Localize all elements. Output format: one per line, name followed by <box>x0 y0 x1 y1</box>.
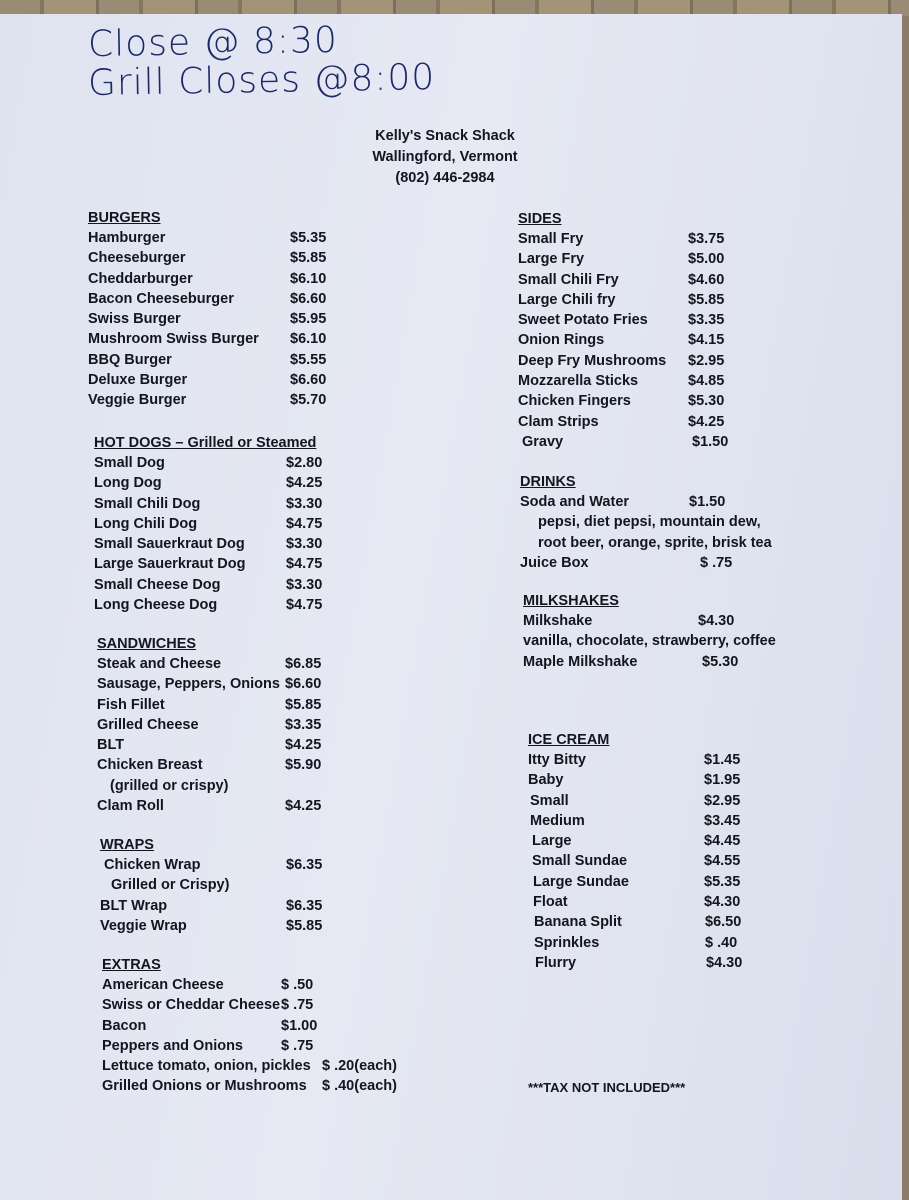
item-price: $5.90 <box>285 757 322 774</box>
drinks-section <box>520 472 790 573</box>
item-name: Grilled Cheese <box>97 716 199 733</box>
menu-item <box>518 229 758 249</box>
item-name: Small Chili Fry <box>518 271 619 288</box>
item-price: $6.60 <box>285 676 322 693</box>
item-price: $ .75 <box>281 1037 314 1054</box>
item-price: $1.00 <box>281 1017 318 1034</box>
item-price: $4.55 <box>704 853 741 870</box>
menu-item <box>88 329 348 349</box>
item-price: $5.95 <box>290 311 327 328</box>
item-name: Long Dog <box>94 475 162 492</box>
menu-item <box>102 995 412 1015</box>
item-price: $4.15 <box>688 332 725 349</box>
menu-item <box>102 1076 412 1096</box>
menu-item <box>528 933 768 953</box>
item-price: $4.60 <box>688 271 725 288</box>
item-price: $3.45 <box>704 812 741 829</box>
item-price: $5.55 <box>290 351 327 368</box>
item-price: $1.50 <box>689 494 726 510</box>
item-price: $3.30 <box>286 495 323 512</box>
item-price: $4.25 <box>286 475 323 492</box>
item-name: Small <box>530 792 569 809</box>
item-price: $3.35 <box>285 716 322 733</box>
menu-item <box>528 770 768 790</box>
item-price: $5.85 <box>286 917 323 934</box>
item-name: Small Cheese Dog <box>94 576 221 593</box>
menu-item <box>94 473 354 493</box>
menu-item <box>97 735 357 755</box>
item-name: Long Cheese Dog <box>94 597 218 614</box>
sides-section <box>518 209 758 452</box>
item-price: $2.80 <box>286 455 323 471</box>
burgers-section <box>88 208 348 411</box>
item-name: Mozzarella Sticks <box>518 373 639 390</box>
item-name: Veggie Wrap <box>100 917 187 934</box>
item-name: Sweet Potato Fries <box>518 312 648 329</box>
item-name: Chicken Fingers <box>518 393 631 410</box>
menu-item <box>97 674 357 694</box>
menu-item <box>97 755 357 775</box>
item-price: $ .40(each) <box>322 1078 397 1095</box>
item-name: Deep Fry Mushrooms <box>518 352 667 369</box>
tax-note: ***TAX NOT INCLUDED*** <box>528 1080 686 1095</box>
menu-item <box>97 654 357 674</box>
menu-item <box>518 270 758 290</box>
menu-item <box>528 953 768 973</box>
item-name: BLT <box>97 737 125 754</box>
item-name: Juice Box <box>520 554 589 571</box>
item-price: $6.60 <box>290 372 327 389</box>
menu-item <box>528 872 768 892</box>
item-name: BLT Wrap <box>100 897 168 914</box>
item-price: $5.30 <box>702 653 739 670</box>
menu-item <box>94 534 354 554</box>
item-price: $6.85 <box>285 656 322 672</box>
item-name: BBQ Burger <box>88 351 172 368</box>
item-price: $ .50 <box>281 977 314 993</box>
item-name: Small Fry <box>518 231 584 247</box>
menu-item <box>88 309 348 329</box>
item-name: Veggie Burger <box>88 392 187 409</box>
item-name: American Cheese <box>102 977 224 993</box>
item-price: $ .40 <box>705 934 738 951</box>
menu-item <box>520 492 790 512</box>
menu-item <box>94 514 354 534</box>
item-name: Milkshake <box>523 613 593 629</box>
item-price: $2.95 <box>688 352 725 369</box>
milkshakes-section <box>523 591 793 672</box>
item-name: Small Sundae <box>532 853 628 870</box>
menu-item <box>528 791 768 811</box>
item-price: $4.85 <box>688 373 725 390</box>
item-price: $3.30 <box>286 576 323 593</box>
item-price: $ .20(each) <box>322 1058 397 1075</box>
item-price: $4.25 <box>285 737 322 754</box>
menu-item <box>528 851 768 871</box>
item-name: Large Sundae <box>533 873 629 890</box>
menu-item <box>88 269 348 289</box>
item-name: Onion Rings <box>518 332 605 349</box>
menu-item <box>528 811 768 831</box>
burgers-title: BURGERS <box>88 210 161 226</box>
item-price: $ .75 <box>700 554 733 571</box>
menu-item <box>102 975 412 995</box>
item-price: $1.95 <box>704 772 741 789</box>
item-name: Swiss or Cheddar Cheese <box>102 997 281 1014</box>
menu-header <box>340 126 550 189</box>
menu-item <box>528 750 768 770</box>
item-name: Grilled or Crispy) <box>111 877 230 894</box>
item-price: $4.45 <box>704 833 741 850</box>
hotdogs-title: HOT DOGS <box>94 435 172 451</box>
menu-item <box>518 432 758 452</box>
menu-item <box>518 371 758 391</box>
item-price: $4.25 <box>285 798 322 815</box>
menu-item <box>100 916 360 936</box>
item-price: $5.85 <box>290 250 327 267</box>
item-price: $4.25 <box>688 413 725 430</box>
menu-item <box>102 1056 412 1076</box>
menu-item-note <box>97 776 357 796</box>
sides-title: SIDES <box>518 211 562 227</box>
extras-title: EXTRAS <box>102 957 161 973</box>
menu-item <box>100 855 360 875</box>
item-price: $6.50 <box>705 914 742 931</box>
item-name: Cheddarburger <box>88 270 193 287</box>
menu-item <box>518 351 758 371</box>
item-name: Clam Roll <box>97 798 164 815</box>
handwritten-close-time: Close @ 8:30 <box>87 19 339 66</box>
item-name: Bacon <box>102 1017 147 1034</box>
item-price: $ .75 <box>281 997 314 1014</box>
item-name: Baby <box>528 772 564 789</box>
item-name: Deluxe Burger <box>88 372 188 389</box>
item-name: Small Dog <box>94 455 165 471</box>
menu-item <box>100 896 360 916</box>
menu-item <box>97 715 357 735</box>
item-price: $4.30 <box>704 894 741 911</box>
item-name: Chicken Breast <box>97 757 203 774</box>
item-name: Sausage, Peppers, Onions <box>97 676 280 693</box>
menu-item <box>518 412 758 432</box>
item-price: $5.35 <box>704 873 741 890</box>
item-price: $6.35 <box>286 857 323 873</box>
item-price: $4.75 <box>286 515 323 532</box>
item-name: Swiss Burger <box>88 311 181 328</box>
menu-item <box>528 892 768 912</box>
wraps-section <box>100 835 360 936</box>
item-price: $6.35 <box>286 897 323 914</box>
handwritten-grill-close-time: Grill Closes @8:00 <box>87 56 436 105</box>
menu-item <box>94 494 354 514</box>
item-name: Large <box>532 833 572 850</box>
menu-item <box>523 611 793 631</box>
menu-item <box>88 248 348 268</box>
item-name: Chicken Wrap <box>104 857 201 873</box>
item-name: Sprinkles <box>534 934 600 951</box>
item-name: Hamburger <box>88 230 166 246</box>
item-price: $3.35 <box>688 312 725 329</box>
drinks-title: DRINKS <box>520 474 576 490</box>
wraps-title: WRAPS <box>100 837 154 853</box>
item-name: Gravy <box>522 433 564 450</box>
business-name: Kelly's Snack Shack <box>375 128 515 144</box>
item-name: Small Chili Dog <box>94 495 201 512</box>
menu-item <box>88 370 348 390</box>
item-name: Itty Bitty <box>528 752 586 768</box>
menu-item <box>94 554 354 574</box>
soda-flavors-line1: pepsi, diet pepsi, mountain dew, <box>538 514 761 531</box>
item-name: Large Sauerkraut Dog <box>94 556 246 573</box>
item-price: $2.95 <box>704 792 741 809</box>
menu-item <box>88 390 348 410</box>
menu-item <box>102 1036 412 1056</box>
hotdogs-section <box>94 433 354 615</box>
item-name: Maple Milkshake <box>523 653 638 670</box>
item-price: $6.10 <box>290 331 327 348</box>
item-name: Grilled Onions or Mushrooms <box>102 1078 307 1095</box>
milkshakes-title: MILKSHAKES <box>523 593 619 609</box>
item-price: $6.10 <box>290 270 327 287</box>
item-price: $4.30 <box>706 954 743 971</box>
business-location: Wallingford, Vermont <box>372 149 518 165</box>
extras-section <box>102 955 412 1097</box>
menu-item <box>518 330 758 350</box>
item-name: Large Fry <box>518 251 585 268</box>
item-name: Banana Split <box>534 914 622 931</box>
menu-item <box>94 575 354 595</box>
menu-item <box>97 695 357 715</box>
business-phone: (802) 446-2984 <box>395 170 495 186</box>
item-price: $5.70 <box>290 392 327 409</box>
milkshake-flavors: vanilla, chocolate, strawberry, coffee <box>523 633 776 650</box>
item-name: Medium <box>530 812 585 829</box>
item-name: Lettuce tomato, onion, pickles <box>102 1058 311 1075</box>
item-name: Float <box>533 894 568 911</box>
item-price: $3.30 <box>286 536 323 553</box>
item-name: Flurry <box>535 954 577 971</box>
item-price: $5.30 <box>688 393 725 410</box>
item-name: Fish Fillet <box>97 696 165 713</box>
item-price: $5.00 <box>688 251 725 268</box>
item-price: $5.85 <box>688 291 725 308</box>
item-name: Large Chili fry <box>518 291 616 308</box>
item-price: $5.85 <box>285 696 322 713</box>
menu-item <box>518 249 758 269</box>
menu-item <box>520 553 790 573</box>
menu-item <box>523 652 793 672</box>
item-price: $3.75 <box>688 231 725 247</box>
icecream-section <box>528 730 768 973</box>
menu-item <box>97 796 357 816</box>
menu-item <box>102 1016 412 1036</box>
item-name: Clam Strips <box>518 413 599 430</box>
menu-item <box>88 228 348 248</box>
menu-item <box>94 453 354 473</box>
item-price: $5.35 <box>290 230 327 246</box>
sandwiches-title: SANDWICHES <box>97 636 197 652</box>
icecream-title: ICE CREAM <box>528 732 610 748</box>
item-price: $6.60 <box>290 290 327 307</box>
item-price: $4.75 <box>286 556 323 573</box>
item-price: $4.30 <box>698 613 735 629</box>
menu-item <box>88 289 348 309</box>
menu-item <box>528 831 768 851</box>
item-name: Mushroom Swiss Burger <box>88 331 259 348</box>
soda-flavors-line2: root beer, orange, sprite, brisk tea <box>538 534 772 551</box>
item-name: Soda and Water <box>520 494 630 510</box>
item-name: (grilled or crispy) <box>110 777 229 794</box>
sandwiches-section <box>97 634 357 816</box>
item-name: Steak and Cheese <box>97 656 222 672</box>
menu-item <box>518 391 758 411</box>
item-name: Peppers and Onions <box>102 1037 243 1054</box>
menu-item <box>88 350 348 370</box>
item-price: $1.50 <box>692 433 729 450</box>
menu-paper <box>0 14 902 1200</box>
menu-item <box>528 912 768 932</box>
menu-item <box>518 310 758 330</box>
item-price: $4.75 <box>286 597 323 614</box>
item-name: Long Chili Dog <box>94 515 198 532</box>
item-price: $1.45 <box>704 752 741 768</box>
item-name: Bacon Cheeseburger <box>88 290 234 307</box>
menu-item <box>94 595 354 615</box>
menu-item <box>518 290 758 310</box>
menu-item-note <box>100 875 360 895</box>
item-name: Cheeseburger <box>88 250 186 267</box>
item-name: Small Sauerkraut Dog <box>94 536 245 553</box>
hotdogs-note: – Grilled or Steamed <box>171 435 317 451</box>
